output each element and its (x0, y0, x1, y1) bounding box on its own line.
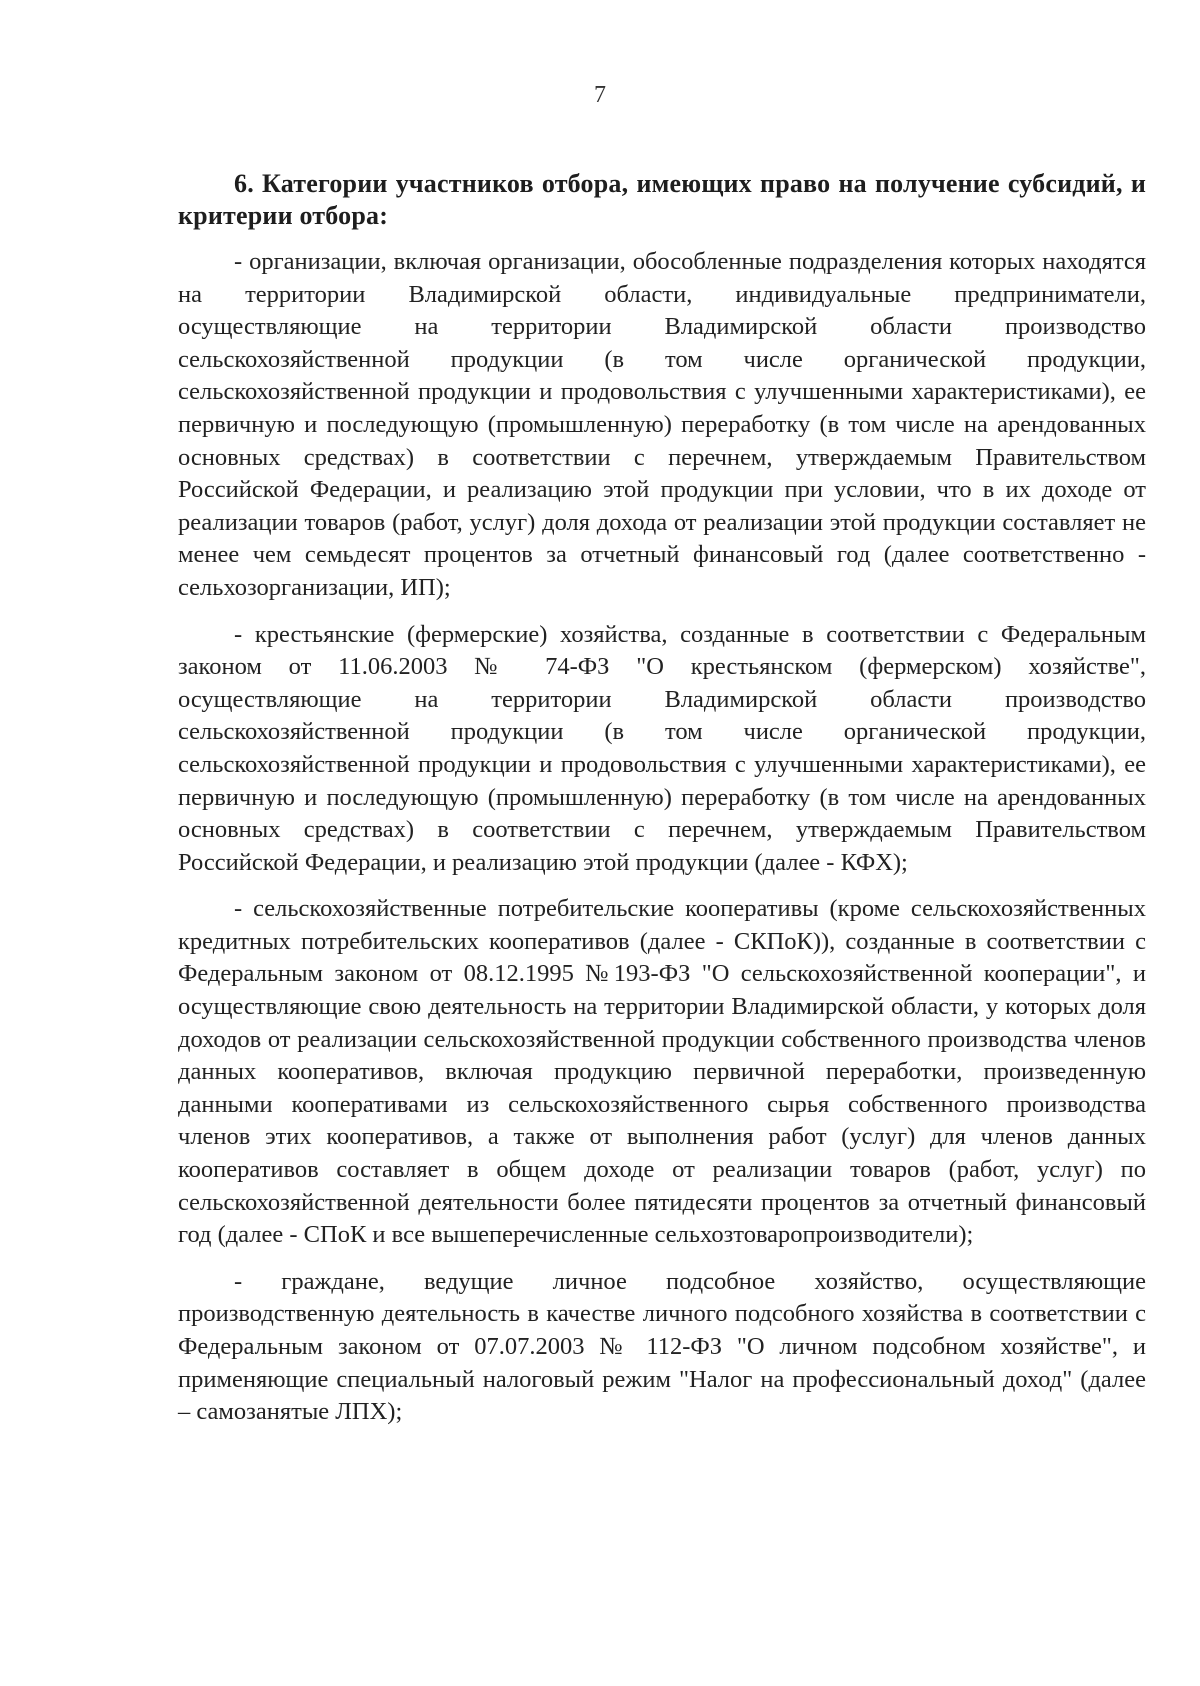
paragraph-farms: - крестьянские (фермерские) хозяйства, созданные в соответствии с Федеральным законом от 11.06.2003 № 74-ФЗ "О крестьянском (фермерском) хозяйстве", осуществляющие на территории Владимирской области производство сельскохозяйственной продукции (в том числе органической продукции, сельскохозяйственной продукции и продовольствия с улучшенными характеристиками), ее первичную и последующую (промышленную) переработку (в том числе на арендованных основных средствах) в соответствии с перечнем, утверждаемым Правительством Российской Федерации, и реализацию этой продукции (далее - КФХ); (178, 620, 1146, 876)
section-heading: 6. Категории участников отбора, имеющих право на получение субсидий, и критерии отбора: (178, 169, 1146, 230)
paragraph-self-employed: - граждане, ведущие личное подсобное хозяйство, осуществляющие производственную деятельность в качестве личного подсобного хозяйства в соответствии с Федеральным законом от 07.07.2003 № 112-ФЗ "О личном подсобном хозяйстве", и применяющие специальный налоговый режим "Налог на профессиональный доход" (далее – самозанятые ЛПХ); (178, 1267, 1146, 1426)
page-number: 7 (594, 82, 606, 108)
document-body (178, 168, 1146, 1443)
paragraph-cooperatives: - сельскохозяйственные потребительские кооперативы (кроме сельскохозяйственных кредитных потребительских кооперативов (далее - СКПоК)), созданные в соответствии с Федеральным законом от 08.12.1995 №193-ФЗ "О сельскохозяйственной кооперации", и осуществляющие свою деятельность на территории Владимирской области, у которых доля доходов от реализации сельскохозяйственной продукции собственного производства членов данных кооперативов, включая продукцию первичной переработки, произведенную данными кооперативами из сельскохозяйственного сырья собственного производства членов этих кооперативов, а также от выполнения работ (услуг) для членов данных кооперативов составляет в общем доходе от реализации товаров (работ, услуг) по сельскохозяйственной деятельности более пятидесяти процентов за отчетный финансовый год (далее - СПоК и все вышеперечисленные сельхозтоваропроизводители); (178, 895, 1146, 1249)
paragraph-organizations: - организации, включая организации, обособленные подразделения которых находятся на территории Владимирской области, индивидуальные предприниматели, осуществляющие на территории Владимирской области производство сельскохозяйственной продукции (в том числе органической продукции, сельскохозяйственной продукции и продовольствия с улучшенными характеристиками), ее первичную и последующую (промышленную) переработку (в том числе на арендованных основных средствах) в соответствии с перечнем, утверждаемым Правительством Российской Федерации, и реализацию этой продукции при условии, что в их доходе от реализации товаров (работ, услуг) доля дохода от реализации этой продукции составляет не менее чем семьдесят процентов за отчетный финансовый год (далее соответственно - сельхозорганизации, ИП); (178, 248, 1146, 601)
